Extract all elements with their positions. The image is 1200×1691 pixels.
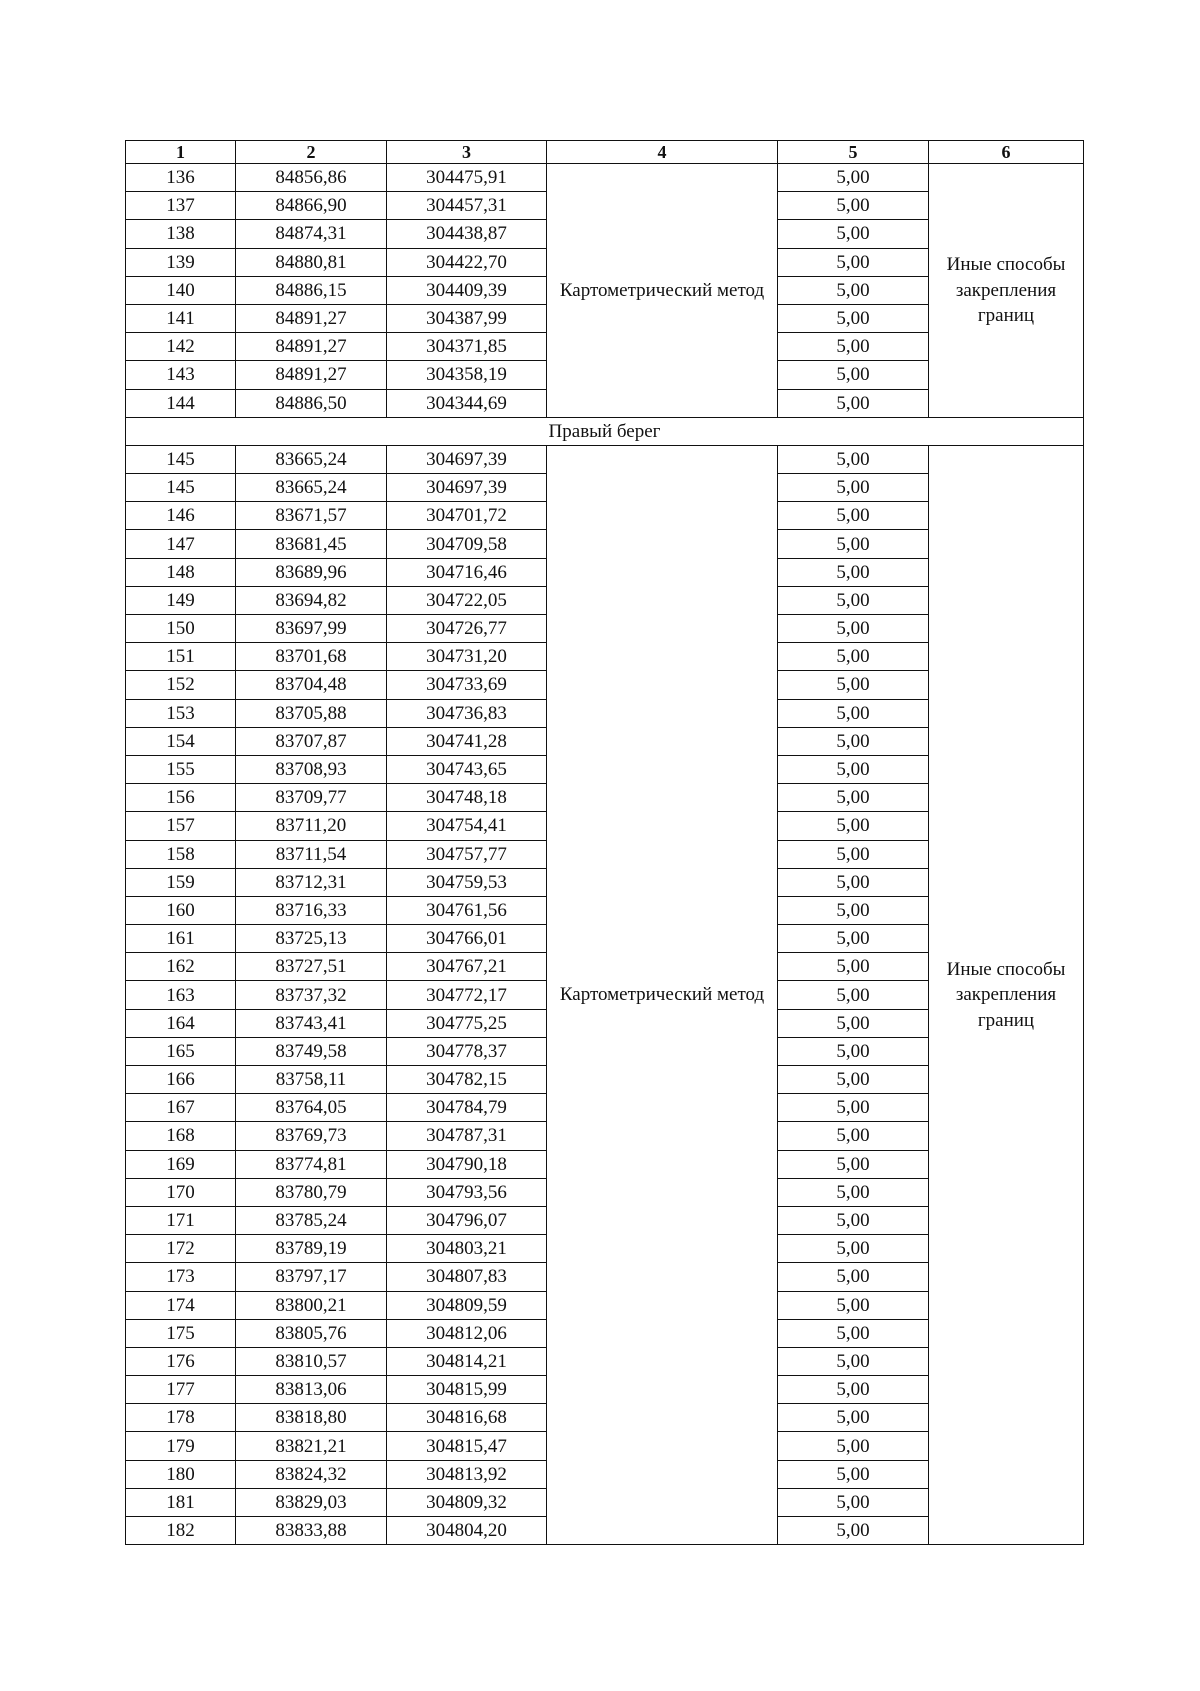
method-cell: Картометрический метод — [547, 445, 778, 1544]
point-number-cell: 143 — [126, 361, 236, 389]
point-number-cell: 145 — [126, 445, 236, 473]
point-number-cell: 176 — [126, 1347, 236, 1375]
precision-cell: 5,00 — [778, 333, 929, 361]
precision-cell: 5,00 — [778, 474, 929, 502]
precision-cell: 5,00 — [778, 1037, 929, 1065]
y-coordinate-cell: 304790,18 — [387, 1150, 547, 1178]
point-number-cell: 152 — [126, 671, 236, 699]
point-number-cell: 146 — [126, 502, 236, 530]
x-coordinate-cell: 83711,20 — [236, 812, 387, 840]
table-row — [126, 445, 1084, 473]
precision-cell: 5,00 — [778, 755, 929, 783]
precision-cell: 5,00 — [778, 868, 929, 896]
column-number-3: 3 — [387, 141, 547, 164]
y-coordinate-cell: 304438,87 — [387, 220, 547, 248]
y-coordinate-cell: 304475,91 — [387, 164, 547, 192]
y-coordinate-cell: 304803,21 — [387, 1235, 547, 1263]
point-number-cell: 177 — [126, 1376, 236, 1404]
precision-cell: 5,00 — [778, 304, 929, 332]
x-coordinate-cell: 83833,88 — [236, 1517, 387, 1545]
section-label: Правый берег — [126, 417, 1084, 445]
precision-cell: 5,00 — [778, 164, 929, 192]
y-coordinate-cell: 304815,47 — [387, 1432, 547, 1460]
x-coordinate-cell: 83829,03 — [236, 1488, 387, 1516]
point-number-cell: 170 — [126, 1178, 236, 1206]
y-coordinate-cell: 304816,68 — [387, 1404, 547, 1432]
point-number-cell: 141 — [126, 304, 236, 332]
x-coordinate-cell: 83805,76 — [236, 1319, 387, 1347]
point-number-cell: 162 — [126, 953, 236, 981]
y-coordinate-cell: 304778,37 — [387, 1037, 547, 1065]
point-number-cell: 150 — [126, 615, 236, 643]
point-number-cell: 166 — [126, 1066, 236, 1094]
column-number-6: 6 — [929, 141, 1084, 164]
x-coordinate-cell: 83774,81 — [236, 1150, 387, 1178]
precision-cell: 5,00 — [778, 784, 929, 812]
y-coordinate-cell: 304722,05 — [387, 586, 547, 614]
precision-cell: 5,00 — [778, 1122, 929, 1150]
y-coordinate-cell: 304787,31 — [387, 1122, 547, 1150]
section-header-row — [126, 417, 1084, 445]
x-coordinate-cell: 83708,93 — [236, 755, 387, 783]
point-number-cell: 172 — [126, 1235, 236, 1263]
x-coordinate-cell: 83716,33 — [236, 896, 387, 924]
precision-cell: 5,00 — [778, 1319, 929, 1347]
y-coordinate-cell: 304807,83 — [387, 1263, 547, 1291]
y-coordinate-cell: 304358,19 — [387, 361, 547, 389]
point-number-cell: 155 — [126, 755, 236, 783]
point-number-cell: 180 — [126, 1460, 236, 1488]
x-coordinate-cell: 84891,27 — [236, 361, 387, 389]
point-number-cell: 147 — [126, 530, 236, 558]
x-coordinate-cell: 83780,79 — [236, 1178, 387, 1206]
precision-cell: 5,00 — [778, 1235, 929, 1263]
y-coordinate-cell: 304754,41 — [387, 812, 547, 840]
x-coordinate-cell: 83743,41 — [236, 1009, 387, 1037]
precision-cell: 5,00 — [778, 925, 929, 953]
point-number-cell: 161 — [126, 925, 236, 953]
x-coordinate-cell: 83711,54 — [236, 840, 387, 868]
y-coordinate-cell: 304743,65 — [387, 755, 547, 783]
column-number-4: 4 — [547, 141, 778, 164]
precision-cell: 5,00 — [778, 1517, 929, 1545]
x-coordinate-cell: 83797,17 — [236, 1263, 387, 1291]
x-coordinate-cell: 83764,05 — [236, 1094, 387, 1122]
x-coordinate-cell: 83701,68 — [236, 643, 387, 671]
x-coordinate-cell: 83818,80 — [236, 1404, 387, 1432]
x-coordinate-cell: 83712,31 — [236, 868, 387, 896]
y-coordinate-cell: 304409,39 — [387, 276, 547, 304]
precision-cell: 5,00 — [778, 1488, 929, 1516]
point-number-cell: 136 — [126, 164, 236, 192]
y-coordinate-cell: 304457,31 — [387, 192, 547, 220]
y-coordinate-cell: 304759,53 — [387, 868, 547, 896]
x-coordinate-cell: 83727,51 — [236, 953, 387, 981]
x-coordinate-cell: 84856,86 — [236, 164, 387, 192]
x-coordinate-cell: 83800,21 — [236, 1291, 387, 1319]
boundary-points-table — [125, 140, 1084, 1545]
x-coordinate-cell: 83821,21 — [236, 1432, 387, 1460]
x-coordinate-cell: 83709,77 — [236, 784, 387, 812]
point-number-cell: 164 — [126, 1009, 236, 1037]
boundary-fixing-cell: Иные способы закрепления границ — [929, 445, 1084, 1544]
precision-cell: 5,00 — [778, 812, 929, 840]
point-number-cell: 154 — [126, 727, 236, 755]
point-number-cell: 169 — [126, 1150, 236, 1178]
point-number-cell: 165 — [126, 1037, 236, 1065]
point-number-cell: 158 — [126, 840, 236, 868]
precision-cell: 5,00 — [778, 1376, 929, 1404]
x-coordinate-cell: 84891,27 — [236, 333, 387, 361]
y-coordinate-cell: 304767,21 — [387, 953, 547, 981]
y-coordinate-cell: 304697,39 — [387, 445, 547, 473]
y-coordinate-cell: 304731,20 — [387, 643, 547, 671]
x-coordinate-cell: 84886,15 — [236, 276, 387, 304]
point-number-cell: 171 — [126, 1206, 236, 1234]
point-number-cell: 144 — [126, 389, 236, 417]
y-coordinate-cell: 304793,56 — [387, 1178, 547, 1206]
y-coordinate-cell: 304387,99 — [387, 304, 547, 332]
precision-cell: 5,00 — [778, 1009, 929, 1037]
precision-cell: 5,00 — [778, 615, 929, 643]
precision-cell: 5,00 — [778, 981, 929, 1009]
x-coordinate-cell: 84886,50 — [236, 389, 387, 417]
boundary-fixing-cell: Иные способы закрепления границ — [929, 164, 1084, 418]
x-coordinate-cell: 83671,57 — [236, 502, 387, 530]
precision-cell: 5,00 — [778, 192, 929, 220]
point-number-cell: 139 — [126, 248, 236, 276]
y-coordinate-cell: 304775,25 — [387, 1009, 547, 1037]
x-coordinate-cell: 83758,11 — [236, 1066, 387, 1094]
x-coordinate-cell: 83665,24 — [236, 445, 387, 473]
y-coordinate-cell: 304772,17 — [387, 981, 547, 1009]
precision-cell: 5,00 — [778, 361, 929, 389]
y-coordinate-cell: 304736,83 — [387, 699, 547, 727]
x-coordinate-cell: 83737,32 — [236, 981, 387, 1009]
point-number-cell: 163 — [126, 981, 236, 1009]
x-coordinate-cell: 84866,90 — [236, 192, 387, 220]
point-number-cell: 159 — [126, 868, 236, 896]
precision-cell: 5,00 — [778, 953, 929, 981]
x-coordinate-cell: 83789,19 — [236, 1235, 387, 1263]
y-coordinate-cell: 304766,01 — [387, 925, 547, 953]
precision-cell: 5,00 — [778, 558, 929, 586]
precision-cell: 5,00 — [778, 1347, 929, 1375]
x-coordinate-cell: 83824,32 — [236, 1460, 387, 1488]
precision-cell: 5,00 — [778, 727, 929, 755]
method-cell: Картометрический метод — [547, 164, 778, 418]
column-number-5: 5 — [778, 141, 929, 164]
point-number-cell: 151 — [126, 643, 236, 671]
precision-cell: 5,00 — [778, 445, 929, 473]
point-number-cell: 149 — [126, 586, 236, 614]
y-coordinate-cell: 304815,99 — [387, 1376, 547, 1404]
precision-cell: 5,00 — [778, 276, 929, 304]
x-coordinate-cell: 83769,73 — [236, 1122, 387, 1150]
x-coordinate-cell: 83681,45 — [236, 530, 387, 558]
x-coordinate-cell: 83749,58 — [236, 1037, 387, 1065]
y-coordinate-cell: 304784,79 — [387, 1094, 547, 1122]
x-coordinate-cell: 83810,57 — [236, 1347, 387, 1375]
y-coordinate-cell: 304697,39 — [387, 474, 547, 502]
x-coordinate-cell: 83697,99 — [236, 615, 387, 643]
point-number-cell: 153 — [126, 699, 236, 727]
point-number-cell: 145 — [126, 474, 236, 502]
precision-cell: 5,00 — [778, 643, 929, 671]
x-coordinate-cell: 83704,48 — [236, 671, 387, 699]
y-coordinate-cell: 304709,58 — [387, 530, 547, 558]
point-number-cell: 174 — [126, 1291, 236, 1319]
table-row — [126, 164, 1084, 192]
y-coordinate-cell: 304809,59 — [387, 1291, 547, 1319]
precision-cell: 5,00 — [778, 1206, 929, 1234]
point-number-cell: 182 — [126, 1517, 236, 1545]
column-number-2: 2 — [236, 141, 387, 164]
precision-cell: 5,00 — [778, 248, 929, 276]
x-coordinate-cell: 83689,96 — [236, 558, 387, 586]
precision-cell: 5,00 — [778, 840, 929, 868]
x-coordinate-cell: 84891,27 — [236, 304, 387, 332]
point-number-cell: 142 — [126, 333, 236, 361]
precision-cell: 5,00 — [778, 586, 929, 614]
point-number-cell: 137 — [126, 192, 236, 220]
point-number-cell: 173 — [126, 1263, 236, 1291]
y-coordinate-cell: 304422,70 — [387, 248, 547, 276]
point-number-cell: 178 — [126, 1404, 236, 1432]
y-coordinate-cell: 304741,28 — [387, 727, 547, 755]
precision-cell: 5,00 — [778, 502, 929, 530]
y-coordinate-cell: 304812,06 — [387, 1319, 547, 1347]
precision-cell: 5,00 — [778, 1432, 929, 1460]
precision-cell: 5,00 — [778, 220, 929, 248]
y-coordinate-cell: 304782,15 — [387, 1066, 547, 1094]
x-coordinate-cell: 83705,88 — [236, 699, 387, 727]
point-number-cell: 148 — [126, 558, 236, 586]
y-coordinate-cell: 304733,69 — [387, 671, 547, 699]
y-coordinate-cell: 304344,69 — [387, 389, 547, 417]
point-number-cell: 181 — [126, 1488, 236, 1516]
precision-cell: 5,00 — [778, 1291, 929, 1319]
point-number-cell: 179 — [126, 1432, 236, 1460]
x-coordinate-cell: 83694,82 — [236, 586, 387, 614]
x-coordinate-cell: 83665,24 — [236, 474, 387, 502]
precision-cell: 5,00 — [778, 1178, 929, 1206]
y-coordinate-cell: 304716,46 — [387, 558, 547, 586]
point-number-cell: 138 — [126, 220, 236, 248]
x-coordinate-cell: 83785,24 — [236, 1206, 387, 1234]
precision-cell: 5,00 — [778, 1460, 929, 1488]
y-coordinate-cell: 304761,56 — [387, 896, 547, 924]
y-coordinate-cell: 304371,85 — [387, 333, 547, 361]
y-coordinate-cell: 304813,92 — [387, 1460, 547, 1488]
x-coordinate-cell: 83813,06 — [236, 1376, 387, 1404]
precision-cell: 5,00 — [778, 699, 929, 727]
y-coordinate-cell: 304796,07 — [387, 1206, 547, 1234]
y-coordinate-cell: 304726,77 — [387, 615, 547, 643]
precision-cell: 5,00 — [778, 530, 929, 558]
precision-cell: 5,00 — [778, 671, 929, 699]
point-number-cell: 160 — [126, 896, 236, 924]
precision-cell: 5,00 — [778, 1094, 929, 1122]
precision-cell: 5,00 — [778, 1150, 929, 1178]
point-number-cell: 156 — [126, 784, 236, 812]
precision-cell: 5,00 — [778, 1066, 929, 1094]
x-coordinate-cell: 83725,13 — [236, 925, 387, 953]
precision-cell: 5,00 — [778, 389, 929, 417]
y-coordinate-cell: 304757,77 — [387, 840, 547, 868]
y-coordinate-cell: 304748,18 — [387, 784, 547, 812]
point-number-cell: 167 — [126, 1094, 236, 1122]
precision-cell: 5,00 — [778, 896, 929, 924]
point-number-cell: 175 — [126, 1319, 236, 1347]
y-coordinate-cell: 304814,21 — [387, 1347, 547, 1375]
column-number-1: 1 — [126, 141, 236, 164]
point-number-cell: 168 — [126, 1122, 236, 1150]
precision-cell: 5,00 — [778, 1263, 929, 1291]
point-number-cell: 140 — [126, 276, 236, 304]
y-coordinate-cell: 304701,72 — [387, 502, 547, 530]
column-number-row — [126, 141, 1084, 164]
x-coordinate-cell: 84874,31 — [236, 220, 387, 248]
precision-cell: 5,00 — [778, 1404, 929, 1432]
point-number-cell: 157 — [126, 812, 236, 840]
y-coordinate-cell: 304809,32 — [387, 1488, 547, 1516]
y-coordinate-cell: 304804,20 — [387, 1517, 547, 1545]
table-body — [126, 164, 1084, 1545]
x-coordinate-cell: 83707,87 — [236, 727, 387, 755]
x-coordinate-cell: 84880,81 — [236, 248, 387, 276]
